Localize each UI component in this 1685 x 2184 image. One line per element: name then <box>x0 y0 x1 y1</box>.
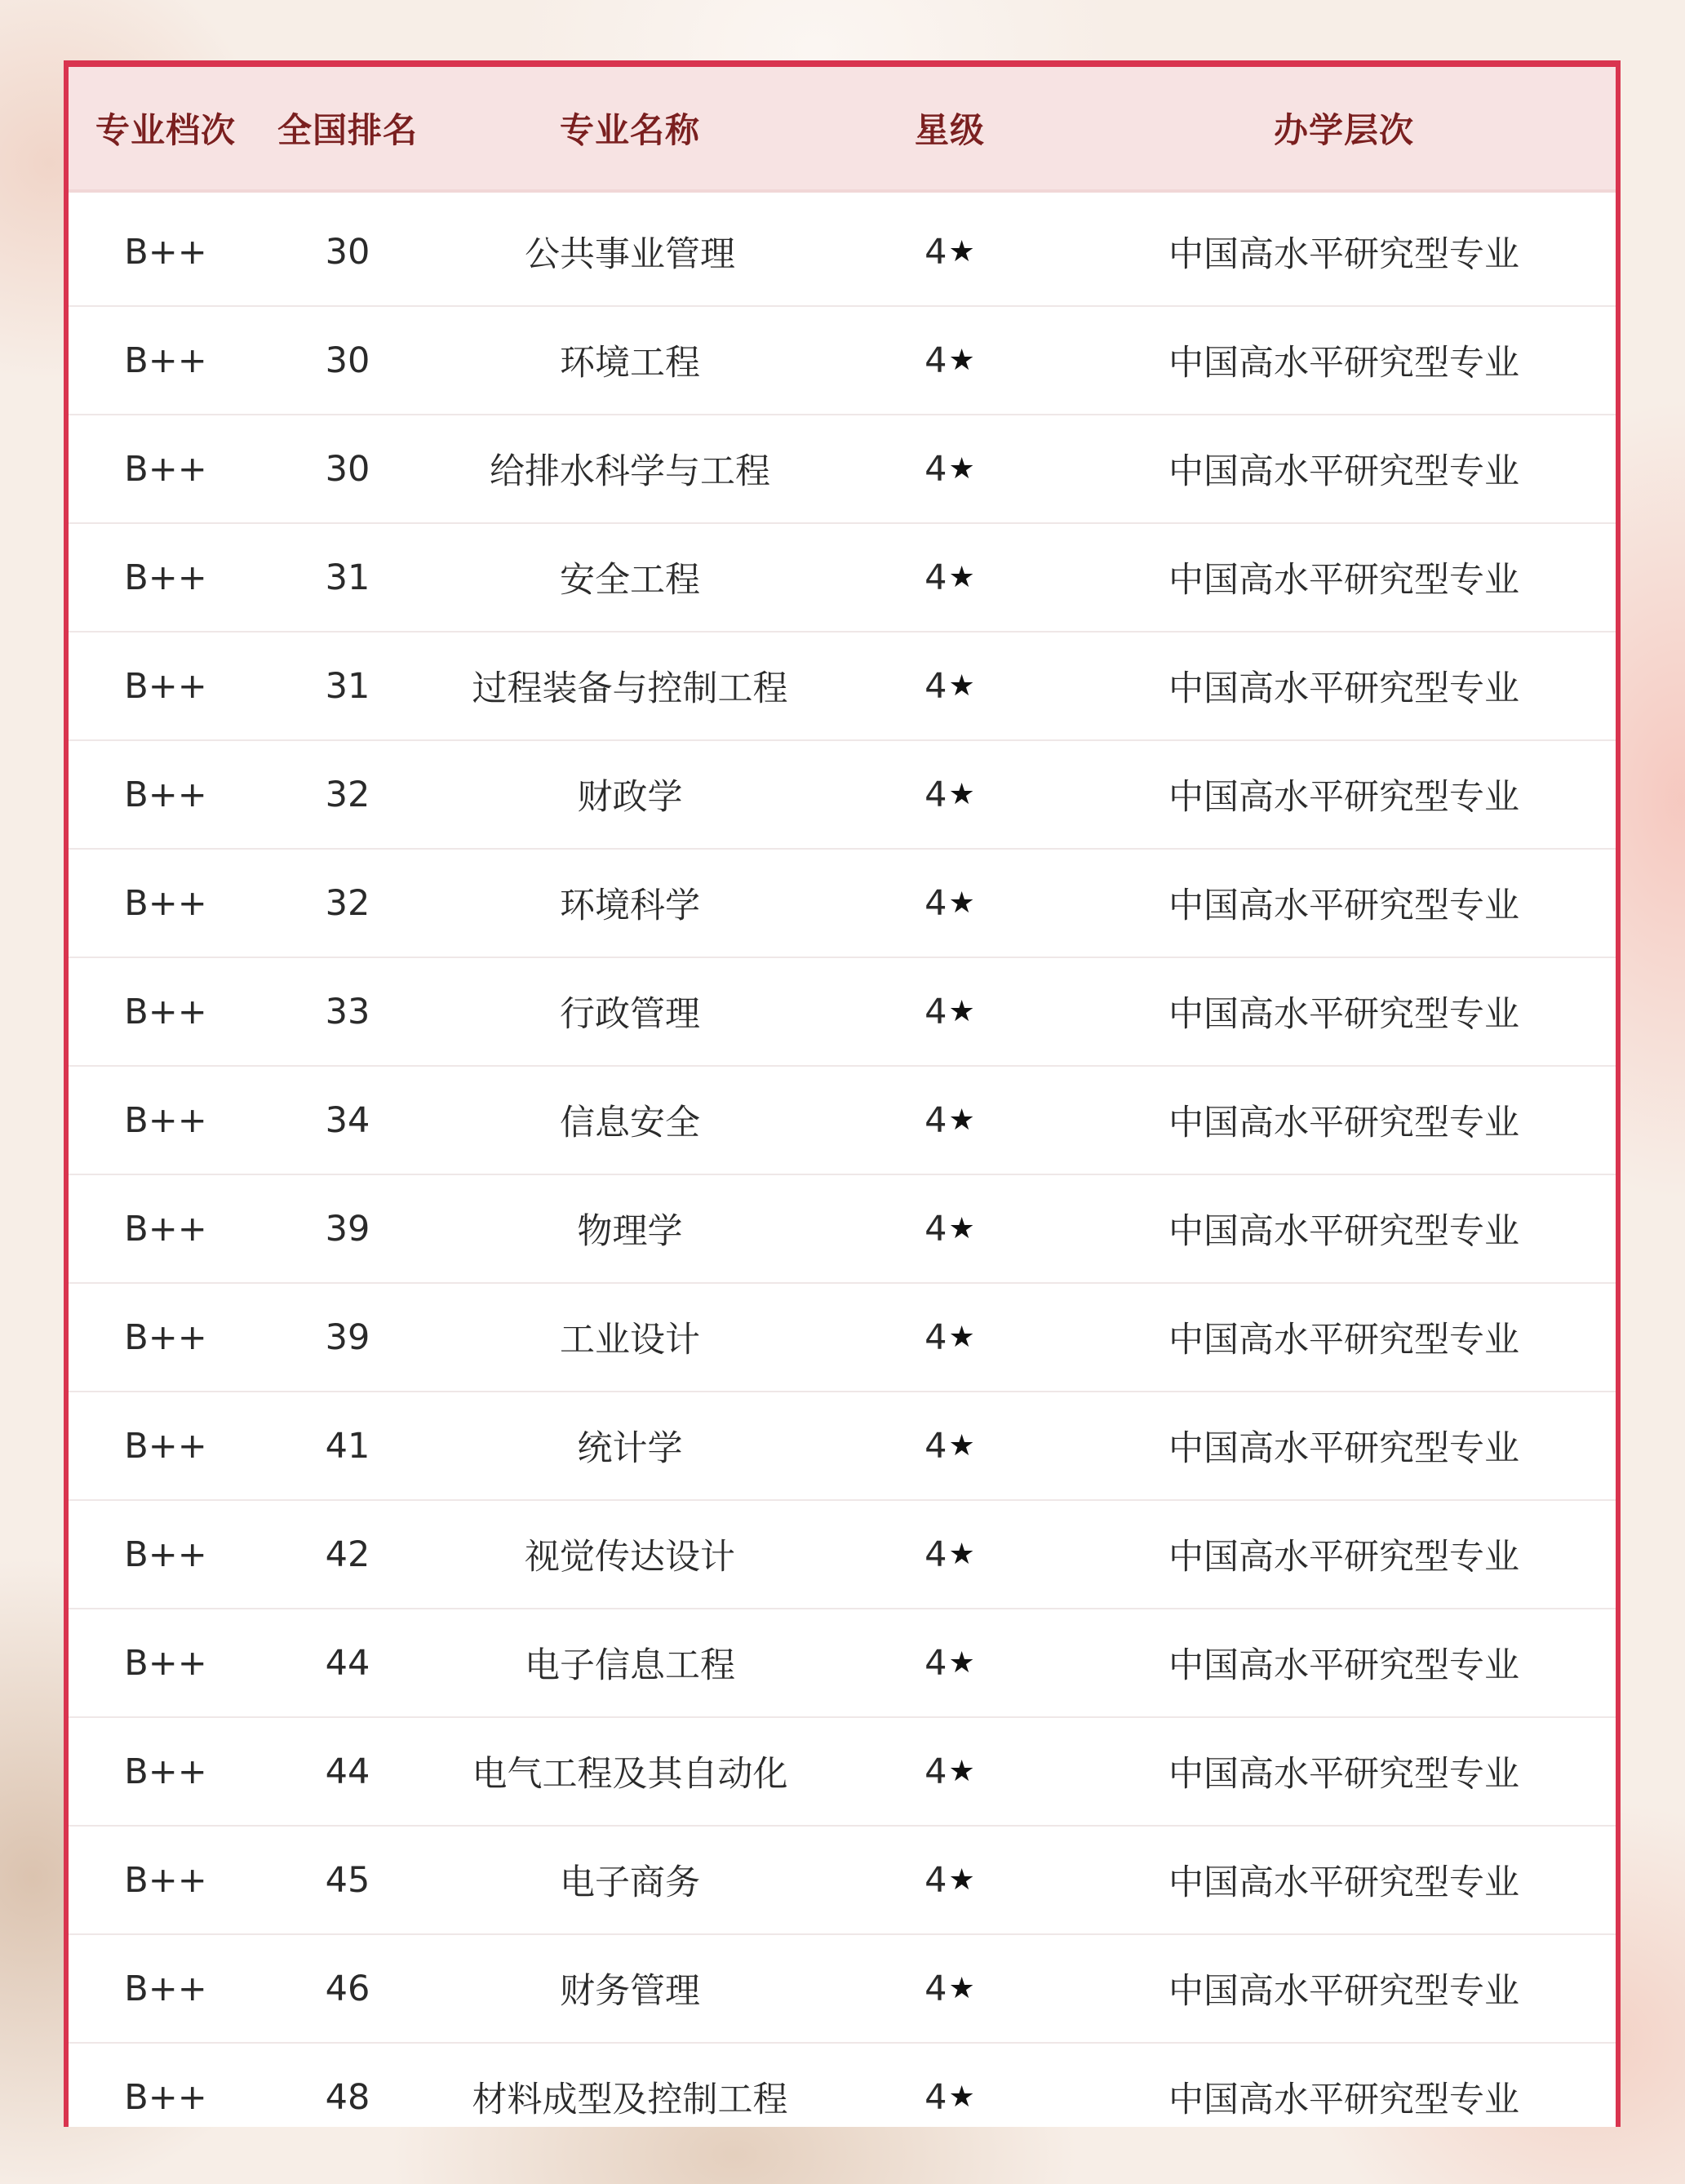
cell-tier <box>69 1935 263 2042</box>
cell-rank-text: 32 <box>325 882 370 924</box>
cell-tier-text: B++ <box>124 1534 207 1575</box>
cell-rank <box>263 307 432 414</box>
table-row <box>69 307 1616 415</box>
header-level: 办学层次 <box>1273 110 1414 150</box>
cell-tier-text: B++ <box>124 774 207 815</box>
table-row <box>69 1609 1616 1718</box>
cell-major-text: 环境科学 <box>560 886 700 926</box>
star-icon: ★ <box>948 452 975 486</box>
cell-rank-text: 44 <box>325 1642 370 1684</box>
cell-level <box>1072 198 1616 305</box>
cell-rank <box>263 1718 432 1825</box>
cell-tier-text: B++ <box>124 448 207 490</box>
star-icon: ★ <box>948 1429 975 1463</box>
table-row <box>69 850 1616 958</box>
cell-rank-text: 48 <box>325 2076 370 2118</box>
cell-stars <box>827 198 1072 305</box>
cell-tier <box>69 850 263 957</box>
cell-major <box>432 958 827 1065</box>
cell-rank <box>263 1284 432 1391</box>
cell-tier-text: B++ <box>124 557 207 598</box>
table-row <box>69 1935 1616 2044</box>
cell-major <box>432 633 827 739</box>
cell-level-text: 中国高水平研究型专业 <box>1168 1971 1519 2012</box>
cell-tier <box>69 1827 263 1933</box>
table-row <box>69 741 1616 850</box>
cell-level-text: 中国高水平研究型专业 <box>1168 1645 1519 1686</box>
cell-major-text: 电气工程及其自动化 <box>472 1754 788 1795</box>
cell-major-text: 统计学 <box>577 1428 683 1469</box>
cell-level <box>1072 1827 1616 1933</box>
cell-major <box>432 1501 827 1608</box>
table-row <box>69 2044 1616 2127</box>
cell-major-text: 电子商务 <box>560 1862 700 1903</box>
cell-level <box>1072 1175 1616 1282</box>
cell-tier <box>69 198 263 305</box>
cell-level-text: 中国高水平研究型专业 <box>1168 560 1519 601</box>
cell-stars-text: 4 <box>925 340 947 381</box>
star-icon: ★ <box>948 1103 975 1137</box>
cell-stars-text: 4 <box>925 1968 947 2009</box>
cell-level-text: 中国高水平研究型专业 <box>1168 1537 1519 1578</box>
star-icon: ★ <box>948 1321 975 1354</box>
cell-tier <box>69 1284 263 1391</box>
cell-major-text: 给排水科学与工程 <box>490 451 770 492</box>
cell-major <box>432 741 827 848</box>
cell-rank <box>263 958 432 1065</box>
cell-major <box>432 2044 827 2127</box>
cell-rank-text: 31 <box>325 557 370 598</box>
cell-rank <box>263 415 432 522</box>
cell-rank-text: 31 <box>325 665 370 707</box>
cell-tier <box>69 524 263 631</box>
cell-stars-text: 4 <box>925 557 947 598</box>
cell-rank <box>263 1827 432 1933</box>
cell-major-text: 物理学 <box>577 1211 683 1252</box>
cell-major-text: 财务管理 <box>560 1971 700 2012</box>
cell-level <box>1072 1718 1616 1825</box>
cell-stars <box>827 1718 1072 1825</box>
cell-rank-text: 39 <box>325 1316 370 1358</box>
cell-stars-text: 4 <box>925 1642 947 1684</box>
cell-rank-text: 42 <box>325 1534 370 1575</box>
cell-rank-text: 44 <box>325 1751 370 1792</box>
header-rank: 全国排名 <box>277 110 418 150</box>
cell-rank-text: 46 <box>325 1968 370 2009</box>
cell-level <box>1072 958 1616 1065</box>
cell-level-text: 中国高水平研究型专业 <box>1168 2080 1519 2120</box>
cell-stars <box>827 1067 1072 1174</box>
star-icon: ★ <box>948 995 975 1028</box>
cell-stars <box>827 633 1072 739</box>
cell-tier-text: B++ <box>124 665 207 707</box>
cell-tier <box>69 1501 263 1608</box>
cell-level-text: 中国高水平研究型专业 <box>1168 1754 1519 1795</box>
cell-level-text: 中国高水平研究型专业 <box>1168 777 1519 818</box>
table-row <box>69 1827 1616 1935</box>
cell-major-text: 公共事业管理 <box>525 234 735 275</box>
cell-stars <box>827 1935 1072 2042</box>
cell-stars-text: 4 <box>925 1534 947 1575</box>
cell-major <box>432 850 827 957</box>
cell-stars-text: 4 <box>925 665 947 707</box>
cell-stars-text: 4 <box>925 991 947 1032</box>
cell-rank <box>263 524 432 631</box>
cell-level-text: 中国高水平研究型专业 <box>1168 343 1519 384</box>
cell-tier-text: B++ <box>124 1316 207 1358</box>
star-icon: ★ <box>948 1646 975 1680</box>
cell-major-text: 行政管理 <box>560 994 700 1035</box>
cell-level-text: 中国高水平研究型专业 <box>1168 668 1519 709</box>
cell-major-text: 电子信息工程 <box>525 1645 735 1686</box>
cell-level-text: 中国高水平研究型专业 <box>1168 234 1519 275</box>
table-row <box>69 958 1616 1067</box>
cell-rank <box>263 850 432 957</box>
cell-tier-text: B++ <box>124 1642 207 1684</box>
cell-major <box>432 1827 827 1933</box>
cell-stars-text: 4 <box>925 1099 947 1141</box>
cell-stars <box>827 1501 1072 1608</box>
cell-level <box>1072 1067 1616 1174</box>
cell-tier-text: B++ <box>124 340 207 381</box>
cell-level <box>1072 415 1616 522</box>
cell-major <box>432 524 827 631</box>
table-row <box>69 1501 1616 1609</box>
star-icon: ★ <box>948 1538 975 1571</box>
cell-level <box>1072 2044 1616 2127</box>
cell-stars <box>827 1827 1072 1933</box>
cell-tier-text: B++ <box>124 2076 207 2118</box>
star-icon: ★ <box>948 1212 975 1245</box>
star-icon: ★ <box>948 886 975 920</box>
cell-level-text: 中国高水平研究型专业 <box>1168 886 1519 926</box>
star-icon: ★ <box>948 778 975 811</box>
cell-tier-text: B++ <box>124 231 207 273</box>
cell-tier <box>69 1609 263 1716</box>
cell-tier <box>69 741 263 848</box>
cell-level-text: 中国高水平研究型专业 <box>1168 451 1519 492</box>
cell-level <box>1072 524 1616 631</box>
cell-major <box>432 1175 827 1282</box>
header-major: 专业名称 <box>559 110 700 150</box>
cell-stars <box>827 741 1072 848</box>
cell-stars-text: 4 <box>925 1751 947 1792</box>
star-icon: ★ <box>948 344 975 377</box>
cell-rank-text: 41 <box>325 1425 370 1467</box>
cell-stars-text: 4 <box>925 2076 947 2118</box>
cell-level-text: 中国高水平研究型专业 <box>1168 1428 1519 1469</box>
cell-tier <box>69 1175 263 1282</box>
table-row <box>69 415 1616 524</box>
cell-tier-text: B++ <box>124 1751 207 1792</box>
cell-major <box>432 1284 827 1391</box>
cell-rank <box>263 1501 432 1608</box>
header-stars: 星级 <box>914 110 985 150</box>
cell-tier-text: B++ <box>124 1208 207 1250</box>
cell-level <box>1072 1392 1616 1499</box>
star-icon: ★ <box>948 2080 975 2114</box>
table-row <box>69 198 1616 307</box>
cell-major-text: 财政学 <box>577 777 683 818</box>
cell-major-text: 工业设计 <box>560 1320 700 1361</box>
cell-rank <box>263 633 432 739</box>
cell-tier <box>69 307 263 414</box>
cell-tier <box>69 2044 263 2127</box>
cell-rank-text: 30 <box>325 340 370 381</box>
cell-rank-text: 39 <box>325 1208 370 1250</box>
cell-level <box>1072 1935 1616 2042</box>
cell-rank <box>263 1392 432 1499</box>
star-icon: ★ <box>948 1863 975 1897</box>
cell-tier-text: B++ <box>124 882 207 924</box>
cell-stars-text: 4 <box>925 882 947 924</box>
cell-level <box>1072 1501 1616 1608</box>
cell-tier-text: B++ <box>124 1859 207 1901</box>
cell-tier <box>69 958 263 1065</box>
cell-level <box>1072 741 1616 848</box>
cell-stars <box>827 2044 1072 2127</box>
cell-level-text: 中国高水平研究型专业 <box>1168 994 1519 1035</box>
cell-tier-text: B++ <box>124 1968 207 2009</box>
table-row <box>69 633 1616 741</box>
cell-level-text: 中国高水平研究型专业 <box>1168 1211 1519 1252</box>
cell-major <box>432 1935 827 2042</box>
table-row <box>69 1284 1616 1392</box>
cell-major-text: 视觉传达设计 <box>525 1537 735 1578</box>
cell-stars <box>827 1284 1072 1391</box>
cell-major-text: 材料成型及控制工程 <box>472 2080 788 2120</box>
star-icon: ★ <box>948 235 975 269</box>
cell-stars-text: 4 <box>925 774 947 815</box>
star-icon: ★ <box>948 669 975 703</box>
cell-major <box>432 415 827 522</box>
cell-stars-text: 4 <box>925 1425 947 1467</box>
cell-stars <box>827 415 1072 522</box>
cell-rank-text: 32 <box>325 774 370 815</box>
table-header <box>69 67 1616 193</box>
cell-stars-text: 4 <box>925 1208 947 1250</box>
cell-rank-text: 45 <box>325 1859 370 1901</box>
cell-level <box>1072 850 1616 957</box>
cell-stars-text: 4 <box>925 1859 947 1901</box>
cell-tier-text: B++ <box>124 991 207 1032</box>
cell-level <box>1072 1284 1616 1391</box>
cell-rank <box>263 1935 432 2042</box>
star-icon: ★ <box>948 1755 975 1788</box>
cell-stars <box>827 524 1072 631</box>
table-row <box>69 524 1616 633</box>
cell-major-text: 信息安全 <box>560 1103 700 1143</box>
cell-level <box>1072 307 1616 414</box>
cell-stars <box>827 1392 1072 1499</box>
cell-major <box>432 198 827 305</box>
cell-rank <box>263 1067 432 1174</box>
cell-tier <box>69 1392 263 1499</box>
table-row <box>69 1175 1616 1284</box>
cell-rank <box>263 1609 432 1716</box>
cell-major-text: 环境工程 <box>560 343 700 384</box>
cell-level <box>1072 1609 1616 1716</box>
cell-major-text: 安全工程 <box>560 560 700 601</box>
cell-rank <box>263 741 432 848</box>
cell-stars <box>827 850 1072 957</box>
cell-rank <box>263 2044 432 2127</box>
cell-tier <box>69 1067 263 1174</box>
cell-major <box>432 1609 827 1716</box>
cell-rank-text: 30 <box>325 448 370 490</box>
cell-tier-text: B++ <box>124 1099 207 1141</box>
cell-rank-text: 33 <box>325 991 370 1032</box>
cell-stars-text: 4 <box>925 231 947 273</box>
cell-tier <box>69 633 263 739</box>
cell-rank-text: 30 <box>325 231 370 273</box>
cell-level-text: 中国高水平研究型专业 <box>1168 1862 1519 1903</box>
table-row <box>69 1718 1616 1827</box>
ranking-table <box>64 60 1621 2127</box>
cell-rank <box>263 1175 432 1282</box>
cell-stars <box>827 1609 1072 1716</box>
header-tier: 专业档次 <box>95 110 236 150</box>
table-row <box>69 1067 1616 1175</box>
cell-tier <box>69 415 263 522</box>
cell-stars-text: 4 <box>925 448 947 490</box>
cell-stars <box>827 958 1072 1065</box>
star-icon: ★ <box>948 1972 975 2005</box>
cell-tier-text: B++ <box>124 1425 207 1467</box>
cell-major <box>432 1718 827 1825</box>
cell-rank-text: 34 <box>325 1099 370 1141</box>
cell-major <box>432 1067 827 1174</box>
star-icon: ★ <box>948 561 975 594</box>
cell-stars <box>827 307 1072 414</box>
cell-stars <box>827 1175 1072 1282</box>
cell-stars-text: 4 <box>925 1316 947 1358</box>
cell-level-text: 中国高水平研究型专业 <box>1168 1103 1519 1143</box>
table-row <box>69 1392 1616 1501</box>
cell-level <box>1072 633 1616 739</box>
cell-rank <box>263 198 432 305</box>
cell-major <box>432 307 827 414</box>
cell-level-text: 中国高水平研究型专业 <box>1168 1320 1519 1361</box>
cell-major-text: 过程装备与控制工程 <box>472 668 788 709</box>
cell-major <box>432 1392 827 1499</box>
cell-tier <box>69 1718 263 1825</box>
